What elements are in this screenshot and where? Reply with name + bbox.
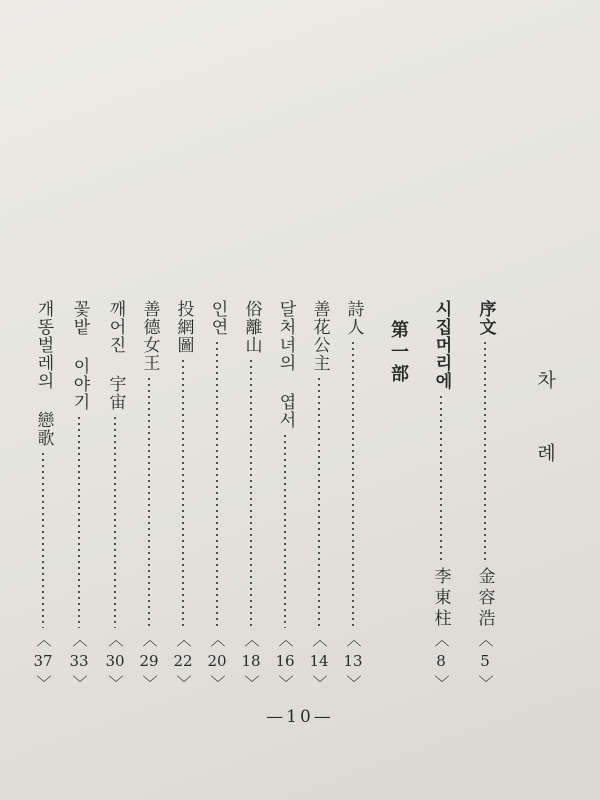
dot-leader (284, 433, 286, 628)
dot-leader (484, 340, 486, 563)
toc-entry (340, 300, 366, 690)
dot-leader (114, 415, 116, 628)
entry-page: 〈 22 〉 (173, 632, 193, 690)
entry-page: 〈 30 〉 (105, 632, 125, 690)
dot-leader (250, 358, 252, 628)
toc-entry-foreword (428, 300, 454, 690)
entry-author: 李東柱 (430, 567, 451, 630)
entry-page: 〈 14 〉 (309, 632, 329, 690)
dot-leader (182, 358, 184, 628)
dot-leader (440, 394, 442, 563)
entry-title: 善花公主 (309, 300, 330, 372)
entry-title: 깨어진 宇宙 (105, 300, 126, 411)
entry-title: 序文 (475, 300, 496, 336)
page-number: —10— (266, 707, 334, 727)
entry-title: 시집머리에 (431, 300, 452, 390)
toc-entry (30, 300, 56, 690)
dot-leader (42, 451, 44, 628)
entry-title: 달처녀의 엽서 (275, 300, 296, 429)
toc-entry (170, 300, 196, 690)
toc-entry (66, 300, 92, 690)
entry-title: 詩人 (343, 300, 364, 336)
entry-page: 〈 13 〉 (343, 632, 363, 690)
dot-leader (216, 340, 218, 628)
entry-page: 〈 16 〉 (275, 632, 295, 690)
toc-heading: 차 례 (534, 370, 556, 478)
entry-page: 〈 8 〉 (432, 632, 451, 690)
dot-leader (352, 340, 354, 628)
entry-page: 〈 18 〉 (241, 632, 261, 690)
toc-entry (136, 300, 162, 690)
entry-page: 〈 33 〉 (69, 632, 89, 690)
entry-title: 俗離山 (241, 300, 262, 354)
dot-leader (78, 415, 80, 628)
entry-title: 投網圖 (173, 300, 194, 354)
dot-leader (148, 376, 150, 628)
toc-entry (204, 300, 230, 690)
entry-title: 인연 (207, 300, 228, 336)
entry-author: 金容浩 (474, 567, 495, 630)
toc-entry (272, 300, 298, 690)
toc-entry (102, 300, 128, 690)
toc-entry-preface (472, 300, 498, 690)
entry-title: 개똥벌레의 戀歌 (33, 300, 54, 447)
toc-entry (238, 300, 264, 690)
entry-page: 〈 20 〉 (207, 632, 227, 690)
dot-leader (318, 376, 320, 628)
part-heading: 第一部 (388, 320, 409, 386)
toc-entry (306, 300, 332, 690)
entry-title: 善德女王 (139, 300, 160, 372)
entry-title: 꽃밭 이야기 (69, 300, 90, 411)
entry-page: 〈 5 〉 (476, 632, 495, 690)
entry-page: 〈 29 〉 (139, 632, 159, 690)
entry-page: 〈 37 〉 (33, 632, 53, 690)
